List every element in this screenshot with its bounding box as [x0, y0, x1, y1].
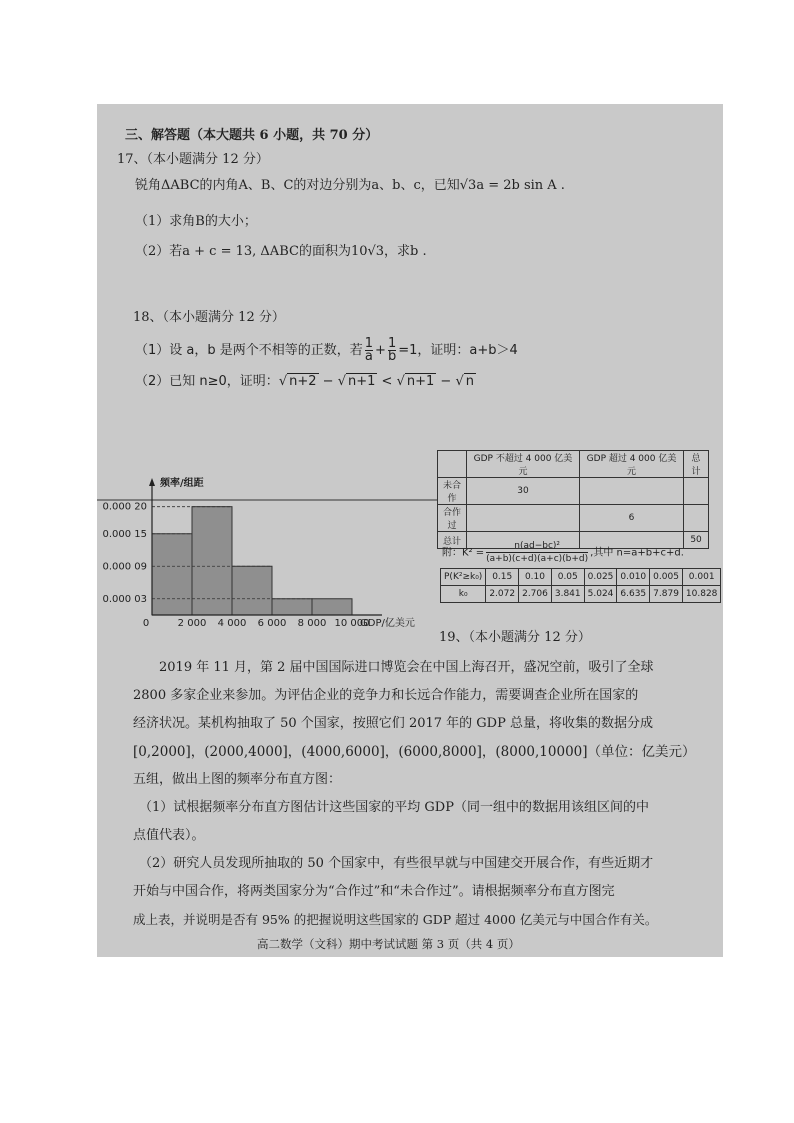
q18-number: 18、（本小题满分 12 分）	[133, 310, 285, 325]
q19-para: 2019 年 11 月，第 2 届中国国际进口博览会在中国上海召开，盛况空前，吸引了全球	[159, 660, 654, 675]
table-cell: 0.10	[519, 569, 552, 586]
fraction-1-over-b	[388, 338, 396, 363]
x-tick-label: 6 000	[257, 618, 287, 629]
y-axis-label: 频率/组距	[160, 478, 204, 489]
formula-denominator: (a+b)(c+d)(a+c)(b+d)	[486, 554, 589, 564]
radicand-2: n+1	[347, 374, 376, 389]
table-cell: 0.025	[584, 569, 617, 586]
frac-num-2: 1	[387, 336, 397, 351]
table-cell: 3.841	[551, 586, 584, 603]
q19-part1-cont: 点值代表）。	[133, 828, 205, 843]
less-than: <	[377, 374, 397, 389]
q19-part2: （2）研究人员发现所抽取的 50 个国家中，有些很早就与中国建交开展合作，有些近期才	[139, 856, 654, 871]
histogram-bar	[232, 566, 272, 615]
q17-stem: 锐角ΔABC的内角A、B、C的对边分别为a、b、c，已知√3a = 2b sin A .	[135, 178, 565, 193]
frequency-histogram	[97, 474, 437, 634]
fraction-1-over-a	[365, 338, 373, 363]
q19-para: 经济状况。某机构抽取了 50 个国家，按照它们 2017 年的 GDP 总量，将收集的数据分成	[133, 716, 653, 731]
table-cell: P(K²≥k₀)	[441, 569, 486, 586]
table-cell: 2.072	[486, 586, 519, 603]
q17-number: 17、（本小题满分 12 分）	[117, 152, 269, 167]
q18-part1	[135, 338, 518, 363]
table-cell: 未合作	[438, 478, 467, 505]
table-cell	[684, 505, 709, 532]
x-tick-label: 4 000	[217, 618, 247, 629]
radicand-3: n+1	[406, 374, 435, 389]
table-cell: 10.828	[682, 586, 721, 603]
y-tick-label: 0.000 09	[102, 561, 147, 573]
radicand-4: n	[465, 374, 474, 389]
q19-para: 2800 多家企业来参加。为评估企业的竞争力和长远合作能力，需要调查企业所在国家的	[133, 688, 639, 703]
k-squared-formula	[442, 540, 684, 565]
histogram-bar	[312, 599, 352, 615]
critical-value-table	[440, 568, 721, 603]
contingency-table	[437, 450, 709, 549]
q18-part1-conclusion: =1，证明：a+b＞4	[398, 343, 518, 358]
table-cell: 0.005	[650, 569, 683, 586]
table-cell	[467, 505, 580, 532]
x-tick-label: 2 000	[177, 618, 207, 629]
table-cell: 7.879	[650, 586, 683, 603]
q17-part2: （2）若a + c = 13, ΔABC的面积为10√3，求b .	[135, 244, 427, 259]
table-cell: 5.024	[584, 586, 617, 603]
table-cell: 2.706	[519, 586, 552, 603]
table-cell: 6.635	[617, 586, 650, 603]
table-cell: 6	[579, 505, 683, 532]
q19-para: 五组，做出上图的频率分布直方图：	[133, 772, 342, 787]
x-tick-label: 10 000	[334, 618, 370, 629]
frac-num-1: 1	[364, 336, 374, 351]
minus-2: −	[436, 374, 456, 389]
formula-numerator: n(ad−bc)²	[486, 540, 588, 553]
y-tick-label: 0.000 03	[102, 593, 147, 605]
table-cell: 50	[684, 532, 709, 549]
q19-part2-cont: 开始与中国合作，将两类国家分为“合作过”和“未合作过”。请根据频率分布直方图完	[133, 884, 615, 899]
histogram-bar	[152, 534, 192, 615]
x-tick-label: 0	[142, 618, 150, 629]
table-cell: k₀	[441, 586, 486, 603]
table-cell	[684, 478, 709, 505]
table-cell: 0.010	[617, 569, 650, 586]
frac-den-b: b	[387, 349, 397, 364]
table-cell: 0.001	[682, 569, 721, 586]
histogram-bar	[272, 599, 312, 615]
table-cell: 0.05	[551, 569, 584, 586]
exam-page	[97, 104, 723, 957]
table-header-cell: GDP 不超过 4 000 亿美元	[467, 451, 580, 478]
table-cell: 0.15	[486, 569, 519, 586]
table-cell: 总计	[438, 532, 467, 549]
q18-part1-text: （1）设 a，b 是两个不相等的正数，若	[135, 343, 363, 358]
formula-prefix: 附：K² =	[442, 547, 485, 559]
y-tick-label: 0.000 15	[102, 528, 147, 540]
frac-den-a: a	[364, 349, 373, 364]
plus-sign: +	[375, 343, 386, 358]
table-header-cell	[438, 451, 467, 478]
y-tick-label: 0.000 20	[102, 501, 147, 513]
x-axis-label: GDP/亿美元	[360, 618, 415, 629]
q19-number: 19、（本小题满分 12 分）	[439, 630, 591, 645]
formula-fraction	[486, 540, 588, 565]
q19-part2-cont: 成上表，并说明是否有 95% 的把握说明这些国家的 GDP 超过 4000 亿美元与中国合作有关。	[133, 912, 658, 927]
table-header-cell: GDP 超过 4 000 亿美元	[579, 451, 683, 478]
q18-part2: （2）已知 n≥0，证明：√ n+2 − √ n+1 < √ n+1 − √ n	[135, 374, 474, 389]
q17-part1: （1）求角B的大小；	[135, 214, 257, 229]
table-cell	[579, 478, 683, 505]
table-header-cell: 总计	[684, 451, 709, 478]
table-cell: 合作过	[438, 505, 467, 532]
radicand-1: n+2	[289, 374, 317, 389]
q19-part1: （1）试根据频率分布直方图估计这些国家的平均 GDP（同一组中的数据用该组区间的中	[139, 800, 649, 815]
y-axis-arrow	[149, 478, 155, 486]
minus-1: −	[318, 374, 338, 389]
q18-part2-text: （2）已知 n≥0，证明：	[135, 374, 279, 389]
section-header: 三、解答题（本大题共 6 小题，共 70 分）	[125, 128, 379, 143]
q19-intervals: [0,2000]，(2000,4000]，(4000,6000]，(6000,8000]，(8000,10000]（单位：亿美元）	[133, 744, 696, 760]
page-footer: 高二数学（文科）期中考试试题 第 3 页（共 4 页）	[257, 937, 520, 951]
x-tick-label: 8 000	[297, 618, 327, 629]
formula-suffix: ,其中 n=a+b+c+d.	[590, 547, 684, 559]
table-cell: 30	[467, 478, 580, 505]
